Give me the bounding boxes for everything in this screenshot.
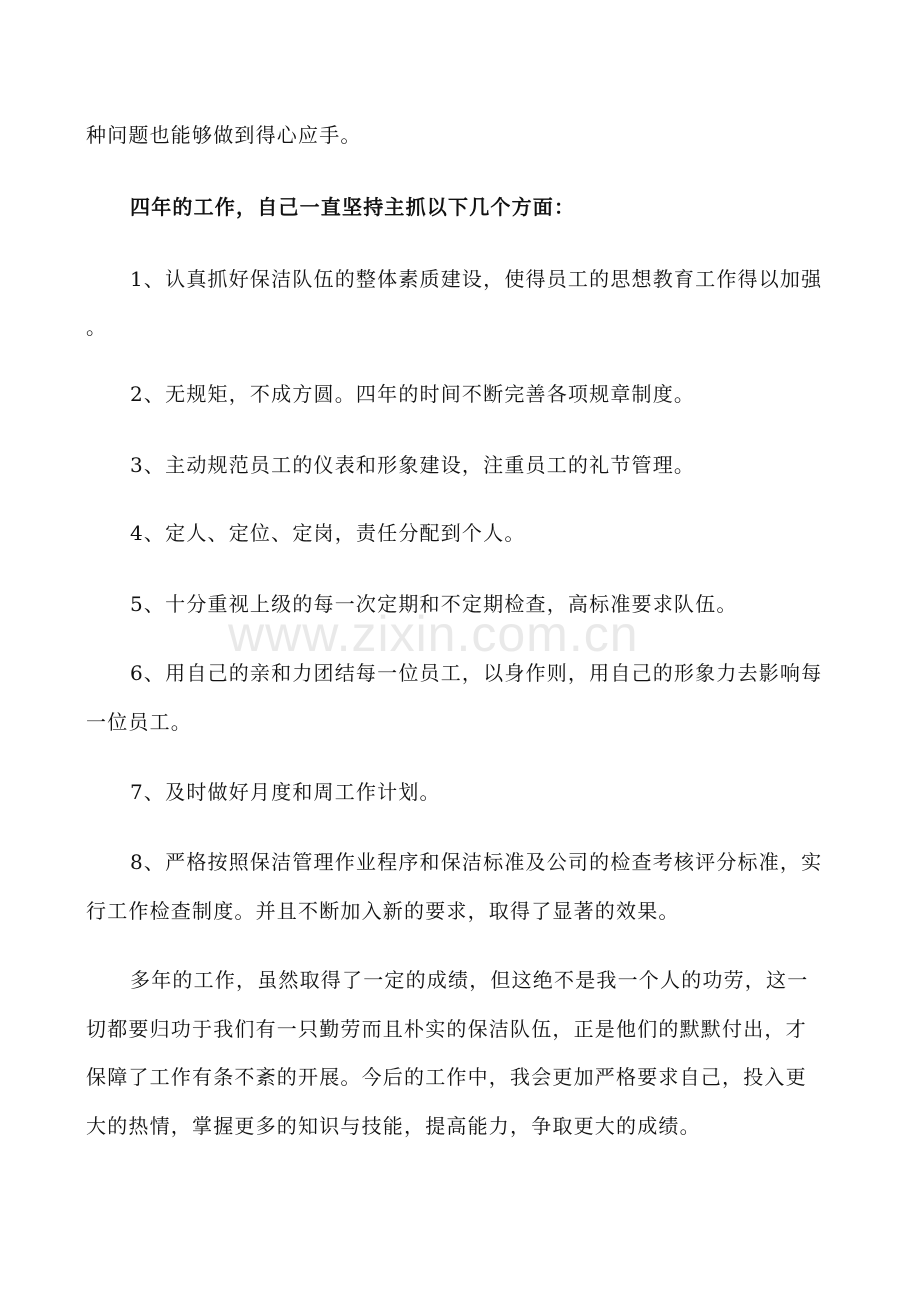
list-item-4: 4、定人、定位、定岗，责任分配到个人。 xyxy=(130,521,526,545)
closing-paragraph-line-3: 保障了工作有条不紊的开展。今后的工作中，我会更加严格要求自己，投入更 xyxy=(86,1065,807,1089)
list-item-3: 3、主动规范员工的仪表和形象建设，注重员工的礼节管理。 xyxy=(130,453,696,477)
list-item-1-continuation: 。 xyxy=(86,315,108,339)
list-item-8: 8、严格按照保洁管理作业程序和保洁标准及公司的检查考核评分标准，实 xyxy=(130,850,823,874)
list-item-6-continuation: 一位员工。 xyxy=(86,710,192,734)
list-item-2: 2、无规矩，不成方圆。四年的时间不断完善各项规章制度。 xyxy=(130,382,696,406)
list-item-8-continuation: 行工作检查制度。并且不断加入新的要求，取得了显著的效果。 xyxy=(86,899,680,923)
closing-paragraph-line-4: 大的热情，掌握更多的知识与技能，提高能力，争取更大的成绩。 xyxy=(86,1114,701,1138)
list-item-7: 7、及时做好月度和周工作计划。 xyxy=(130,780,441,804)
list-item-5: 5、十分重视上级的每一次定期和不定期检查，高标准要求队伍。 xyxy=(130,592,738,616)
closing-paragraph-line-2: 切都要归功于我们有一只勤劳而且朴实的保洁队伍，正是他们的默默付出，才 xyxy=(86,1017,807,1041)
list-item-6: 6、用自己的亲和力团结每一位员工，以身作则，用自己的形象力去影响每 xyxy=(130,661,823,685)
closing-paragraph-line-1: 多年的工作，虽然取得了一定的成绩，但这绝不是我一个人的功劳，这一 xyxy=(130,968,809,992)
list-item-1: 1、认真抓好保洁队伍的整体素质建设，使得员工的思想教育工作得以加强 xyxy=(130,267,823,291)
watermark: www.zixin.com.cn xyxy=(228,606,639,662)
section-heading: 四年的工作，自己一直坚持主抓以下几个方面： xyxy=(130,195,576,219)
text-line-continuation: 种问题也能够做到得心应手。 xyxy=(86,123,362,147)
